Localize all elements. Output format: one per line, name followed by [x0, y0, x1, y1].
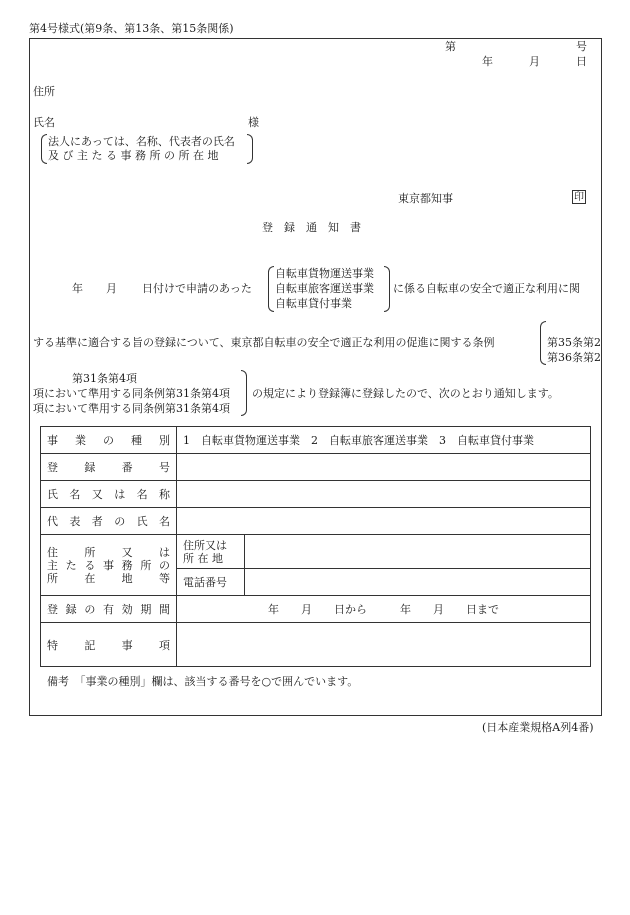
article-line: 項において準用する同条例第31条第4項 — [33, 402, 230, 415]
corp-note-line2: 及 び 主 た る 事 務 所 の 所 在 地 — [48, 149, 219, 162]
name-row-value — [177, 481, 591, 508]
table-row — [41, 454, 591, 481]
address-row-label — [41, 535, 177, 596]
date-month: 月 — [529, 55, 540, 68]
phone-value — [245, 569, 591, 596]
address-label-line: 住 所 又 は — [47, 545, 170, 559]
address-sub-label — [177, 535, 245, 569]
number-suffix: 号 — [576, 40, 587, 53]
business-type-option: 自転車貸付事業 — [275, 297, 352, 310]
body-line1-tail: に係る自転車の安全で適正な利用に関 — [393, 282, 580, 295]
body-date-text: 日付けで申請のあった — [142, 282, 252, 295]
business-type-option: 自転車旅客運送事業 — [275, 282, 374, 295]
validity-label: 登録の有効期間 — [41, 596, 177, 623]
corp-note-line1: 法人にあっては、名称、代表者の氏名 — [48, 135, 235, 148]
table-row — [41, 481, 591, 508]
registration-table — [40, 426, 591, 667]
table-row — [41, 596, 591, 623]
validity-value: 年 月 日から 年 月 日まで — [177, 596, 591, 623]
reg-number-value — [177, 454, 591, 481]
honorific: 様 — [248, 116, 259, 129]
address-label-line: 所 在 地 等 — [47, 571, 170, 585]
business-types-right-bracket — [384, 266, 390, 312]
date-day: 日 — [576, 55, 587, 68]
special-label: 特 記 事 項 — [41, 623, 177, 667]
address-label: 住所 — [33, 85, 55, 98]
business-type-value: 1 自転車貨物運送事業 2 自転車旅客運送事業 3 自転車貸付事業 — [177, 427, 591, 454]
number-prefix: 第 — [445, 40, 456, 53]
footer-standard: (日本産業規格A列4番) — [482, 721, 594, 734]
document-title: 登 録 通 知 書 — [262, 221, 361, 234]
name-label: 氏名 — [33, 116, 55, 129]
address-sub-line: 住所又は — [183, 538, 227, 552]
corp-note-right-bracket — [247, 134, 253, 164]
seal-mark: 印 — [574, 192, 584, 203]
article-option: 第36条第2 — [547, 351, 601, 364]
article-top: 第31条第4項 — [72, 372, 137, 385]
article-line: 項において準用する同条例第31条第4項 — [33, 387, 230, 400]
body-line2: する基準に適合する旨の登録について、東京都自転車の安全で適正な利用の促進に関する条例 — [33, 336, 495, 349]
address-sub-line: 所 在 地 — [183, 551, 223, 565]
table-row — [41, 535, 591, 569]
article-right-bracket — [241, 370, 247, 416]
issuer-title: 東京都知事 — [398, 192, 453, 205]
body-line3-tail: の規定により登録簿に登録したので、次のとおり通知します。 — [252, 387, 559, 400]
remarks: 備考 「事業の種別」欄は、該当する番号を○で囲んでいます。 — [47, 675, 359, 688]
representative-label: 代 表 者 の 氏 名 — [41, 508, 177, 535]
address-label-line: 主たる事務所の — [47, 558, 170, 572]
body-date-month: 月 — [106, 282, 117, 295]
business-type-option: 自転車貨物運送事業 — [275, 267, 374, 280]
table-row — [41, 427, 591, 454]
corp-note-left-bracket — [41, 134, 47, 164]
name-row-label: 氏 名 又 は 名 称 — [41, 481, 177, 508]
special-value — [177, 623, 591, 667]
phone-sub-label: 電話番号 — [177, 569, 245, 596]
reg-number-label: 登 録 番 号 — [41, 454, 177, 481]
body-date-year: 年 — [72, 282, 83, 295]
business-type-label: 事 業 の 種 別 — [41, 427, 177, 454]
representative-value — [177, 508, 591, 535]
table-row — [41, 623, 591, 667]
article-left-bracket — [540, 321, 546, 365]
date-year: 年 — [482, 55, 493, 68]
business-types-left-bracket — [268, 266, 274, 312]
article-option: 第35条第2 — [547, 336, 601, 349]
table-row — [41, 508, 591, 535]
address-value — [245, 535, 591, 569]
form-id: 第4号様式(第9条、第13条、第15条関係) — [29, 22, 234, 35]
